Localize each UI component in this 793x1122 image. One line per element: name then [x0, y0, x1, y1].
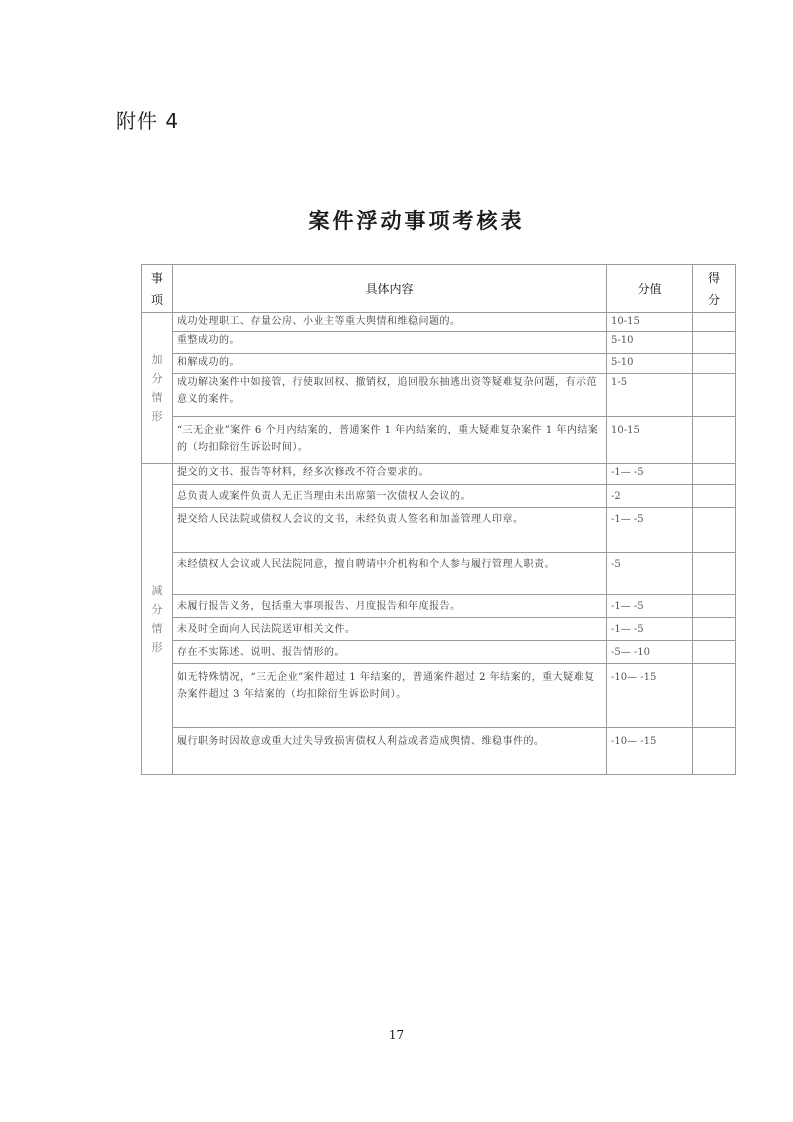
row-got	[693, 728, 736, 775]
row-content: 重整成功的。	[173, 332, 607, 354]
row-content: “三无企业”案件 6 个月内结案的，普通案件 1 年内结案的，重大疑难复杂案件 1 年内结案的（均扣除衍生诉讼时间）。	[173, 417, 607, 464]
table-row	[142, 664, 736, 728]
category-char: 分	[151, 603, 163, 616]
category-char: 情	[151, 391, 163, 404]
header-content: 具体内容	[173, 265, 607, 313]
row-score: 1-5	[607, 374, 693, 417]
row-score: -2	[607, 485, 693, 508]
row-got	[693, 664, 736, 728]
category-subtract	[142, 464, 173, 775]
category-char: 分	[151, 372, 163, 385]
table-row	[142, 485, 736, 508]
table-row	[142, 553, 736, 595]
row-got	[693, 313, 736, 332]
row-score: -10— -15	[607, 728, 693, 775]
category-char: 形	[151, 410, 163, 423]
row-score: 5-10	[607, 332, 693, 354]
table-row	[142, 332, 736, 354]
row-score: -10— -15	[607, 664, 693, 728]
row-score: 10-15	[607, 417, 693, 464]
table-row	[142, 374, 736, 417]
table-row	[142, 354, 736, 374]
category-char: 形	[151, 641, 163, 654]
header-got-line2: 分	[707, 292, 720, 307]
row-got	[693, 553, 736, 595]
category-char: 情	[151, 622, 163, 635]
table-row	[142, 728, 736, 775]
header-item	[142, 265, 173, 313]
row-content: 成功解决案件中如接管，行使取回权、撤销权，追回股东抽逃出资等疑难复杂问题，有示范意义的案件。	[173, 374, 607, 417]
table-row	[142, 508, 736, 553]
row-content: 成功处理职工、存量公房、小业主等重大舆情和维稳问题的。	[173, 313, 607, 332]
row-got	[693, 485, 736, 508]
row-score: 10-15	[607, 313, 693, 332]
row-got	[693, 417, 736, 464]
row-got	[693, 374, 736, 417]
row-content: 存在不实陈述、说明、报告情形的。	[173, 641, 607, 664]
category-char: 加	[151, 353, 163, 366]
row-score: -1— -5	[607, 618, 693, 641]
row-got	[693, 641, 736, 664]
row-content: 履行职务时因故意或重大过失导致损害债权人利益或者造成舆情、维稳事件的。	[173, 728, 607, 775]
table-row	[142, 464, 736, 485]
row-content: 和解成功的。	[173, 354, 607, 374]
row-got	[693, 508, 736, 553]
row-content: 如无特殊情况，“三无企业”案件超过 1 年结案的，普通案件超过 2 年结案的，重大疑难复杂案件超过 3 年结案的（均扣除衍生诉讼时间）。	[173, 664, 607, 728]
row-got	[693, 464, 736, 485]
row-got	[693, 595, 736, 618]
row-score: -5— -10	[607, 641, 693, 664]
table-row	[142, 417, 736, 464]
row-got	[693, 618, 736, 641]
row-score: -1— -5	[607, 464, 693, 485]
row-score: -5	[607, 553, 693, 595]
attachment-label: 附件 4	[116, 109, 180, 133]
row-content: 未履行报告义务，包括重大事项报告、月度报告和年度报告。	[173, 595, 607, 618]
row-got	[693, 354, 736, 374]
row-content: 提交的文书、报告等材料，经多次修改不符合要求的。	[173, 464, 607, 485]
table-row	[142, 313, 736, 332]
row-content: 提交给人民法院或债权人会议的文书，未经负责人签名和加盖管理人印章。	[173, 508, 607, 553]
header-got	[693, 265, 736, 313]
document-title: 案件浮动事项考核表	[308, 209, 525, 233]
row-score: -1— -5	[607, 595, 693, 618]
row-score: -1— -5	[607, 508, 693, 553]
row-content: 总负责人或案件负责人无正当理由未出席第一次债权人会议的。	[173, 485, 607, 508]
row-content: 未及时全面向人民法院送审相关文件。	[173, 618, 607, 641]
header-item-line2: 项	[150, 292, 163, 307]
header-got-line1: 得	[707, 270, 720, 285]
row-got	[693, 332, 736, 354]
table-header-row	[142, 265, 736, 313]
table-row	[142, 641, 736, 664]
category-add	[142, 313, 173, 464]
table-row	[142, 618, 736, 641]
header-score: 分值	[607, 265, 693, 313]
table-row	[142, 595, 736, 618]
row-score: 5-10	[607, 354, 693, 374]
header-item-line1: 事	[150, 270, 163, 285]
category-char: 减	[151, 584, 163, 597]
row-content: 未经债权人会议或人民法院同意，擅自聘请中介机构和个人参与履行管理人职责。	[173, 553, 607, 595]
page-number: 17	[388, 1028, 405, 1042]
assessment-table	[141, 264, 736, 775]
